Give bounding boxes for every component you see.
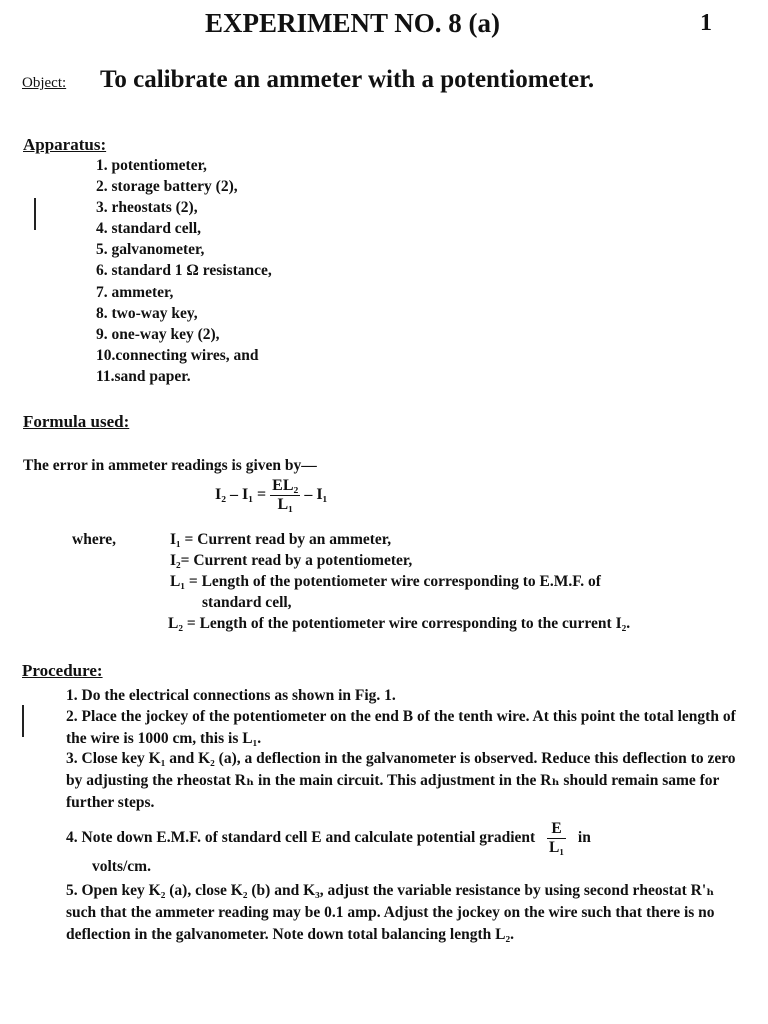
formula-rhs-tail: – I₁: [304, 486, 328, 504]
apparatus-item: 9. one-way key (2),: [96, 326, 220, 343]
gradient-fraction: [547, 820, 566, 857]
definition-i1: I₁ = Current read by an ammeter,: [170, 531, 392, 548]
procedure-step: 2. Place the jockey of the potentiometer on the end B of the tenth wire. At this point the total length of the wire is 1000 cm, this is L₁.: [66, 708, 736, 747]
procedure-heading: Procedure:: [22, 661, 103, 680]
margin-mark: [22, 705, 24, 737]
gradient-numerator: E: [547, 820, 566, 839]
formula-lhs: I₂ – I₁ =: [215, 486, 267, 504]
page-number: 1: [700, 10, 712, 36]
procedure-step: 5. Open key K₂ (a), close K₂ (b) and K₃, adjust the variable resistance by using second rheostat R'ₕ such that the ammeter reading may be 0.1 amp. Adjust the jockey on the wire such that there is no deflection in the galvanometer. Note down total balancing length L₂.: [66, 882, 715, 943]
definition-l1: L₁ = Length of the potentiometer wire corresponding to E.M.F. of: [170, 573, 601, 590]
apparatus-item: 1. potentiometer,: [96, 157, 207, 174]
formula-numerator: EL₂: [272, 477, 299, 494]
definition-i2: I₂= Current read by a potentiometer,: [170, 552, 413, 569]
apparatus-item: 4. standard cell,: [96, 220, 202, 237]
object-label: Object:: [22, 75, 67, 91]
step-4-continuation: volts/cm.: [92, 858, 151, 875]
apparatus-item: 6. standard 1 Ω resistance,: [96, 262, 272, 279]
definition-l2: L₂ = Length of the potentiometer wire corresponding to the current I₂.: [168, 615, 631, 632]
experiment-title: EXPERIMENT NO. 8 (a): [205, 8, 501, 38]
gradient-denominator: L₁: [549, 839, 565, 856]
apparatus-item: 5. galvanometer,: [96, 241, 205, 258]
apparatus-item: 10.connecting wires, and: [96, 347, 259, 364]
apparatus-item: 11.sand paper.: [96, 368, 191, 385]
apparatus-item: 8. two-way key,: [96, 305, 198, 322]
procedure-step: 1. Do the electrical connections as shown in Fig. 1.: [66, 687, 396, 704]
definition-l1-cont: standard cell,: [202, 594, 292, 611]
procedure-step-4: [66, 820, 591, 857]
object-text: To calibrate an ammeter with a potentiometer.: [100, 66, 595, 93]
formula-equation: [215, 477, 327, 514]
formula-intro: The error in ammeter readings is given by—: [23, 457, 317, 474]
apparatus-heading: Apparatus:: [23, 135, 107, 154]
step-4-tail: in: [577, 829, 591, 847]
where-label: where,: [72, 531, 117, 548]
formula-heading: Formula used:: [23, 412, 130, 431]
apparatus-item: 2. storage battery (2),: [96, 178, 238, 195]
margin-mark: [34, 198, 36, 230]
step-4-text: 4. Note down E.M.F. of standard cell E and calculate potential gradient: [66, 829, 536, 847]
procedure-step: 3. Close key K₁ and K₂ (a), a deflection in the galvanometer is observed. Reduce this deflection to zero by adjusting the rheostat Rₕ in the main circuit. This adjustment in the Rₕ should remain same for further steps.: [66, 750, 736, 811]
formula-denominator: L₁: [277, 496, 293, 513]
apparatus-item: 3. rheostats (2),: [96, 199, 198, 216]
apparatus-item: 7. ammeter,: [96, 284, 174, 301]
formula-fraction: [270, 477, 300, 514]
